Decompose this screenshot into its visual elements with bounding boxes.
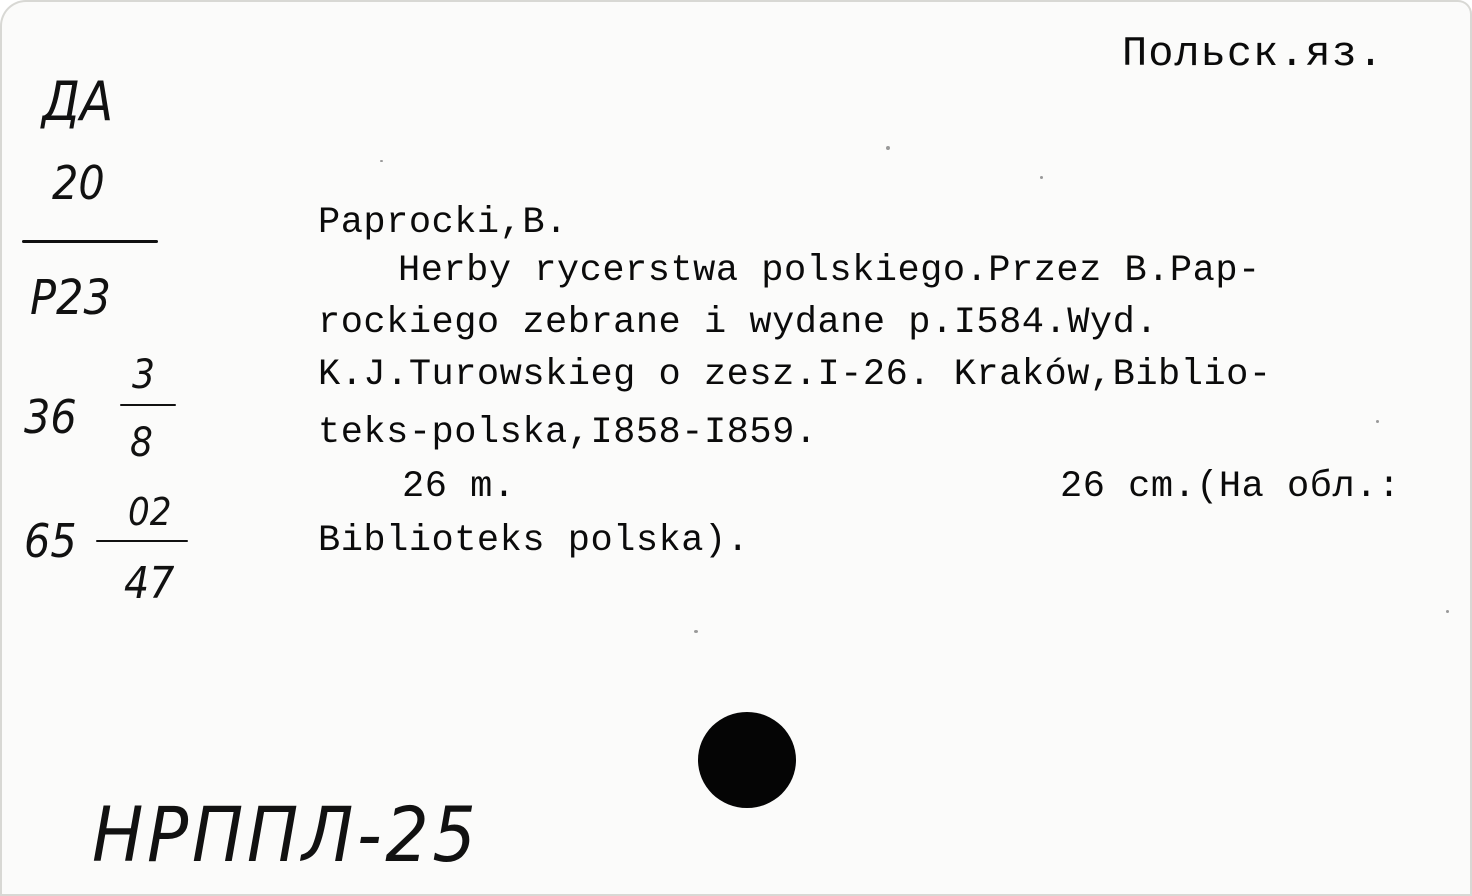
entry-line1: Herby rycerstwa polskiego.Przez B.Pap- bbox=[398, 250, 1261, 292]
fraction2-bar bbox=[96, 540, 188, 542]
scan-speck bbox=[1446, 610, 1449, 613]
punch-hole bbox=[698, 712, 796, 808]
fraction2-whole: 65 bbox=[24, 514, 77, 568]
shelfmark-line1: ДА bbox=[42, 70, 114, 133]
scan-speck bbox=[1376, 420, 1379, 423]
entry-last-line: Biblioteks polska). bbox=[318, 520, 750, 562]
fraction1-whole: 36 bbox=[24, 390, 77, 444]
scan-speck bbox=[886, 146, 890, 150]
shelfmark-line3: P23 bbox=[30, 270, 112, 326]
fraction1-bar bbox=[120, 404, 176, 406]
language-heading: Польск.яз. bbox=[1122, 30, 1385, 78]
entry-line2: rockiego zebrane i wydane p.I584.Wyd. bbox=[318, 302, 1159, 344]
scan-speck bbox=[1040, 176, 1043, 179]
scan-speck bbox=[694, 630, 698, 633]
entry-size: 26 cm.(На обл.: bbox=[1060, 466, 1401, 508]
fraction1-denominator: 8 bbox=[130, 420, 153, 466]
fraction2-denominator: 47 bbox=[124, 558, 175, 609]
entry-pages: 26 m. bbox=[402, 466, 516, 508]
bottom-handwritten-note: НРППЛ-25 bbox=[92, 790, 480, 879]
fraction1-numerator: 3 bbox=[132, 352, 155, 398]
entry-author: Paprocki,B. bbox=[318, 202, 568, 244]
shelfmark-divider bbox=[22, 240, 158, 243]
entry-line4: teks-polska,I858-I859. bbox=[318, 412, 818, 454]
entry-line3: K.J.Turowskieg o zesz.I-26. Kraków,Biblio- bbox=[318, 354, 1272, 396]
scan-speck bbox=[380, 160, 383, 162]
fraction2-numerator: 02 bbox=[128, 490, 172, 534]
shelfmark-line2: 20 bbox=[52, 156, 105, 210]
